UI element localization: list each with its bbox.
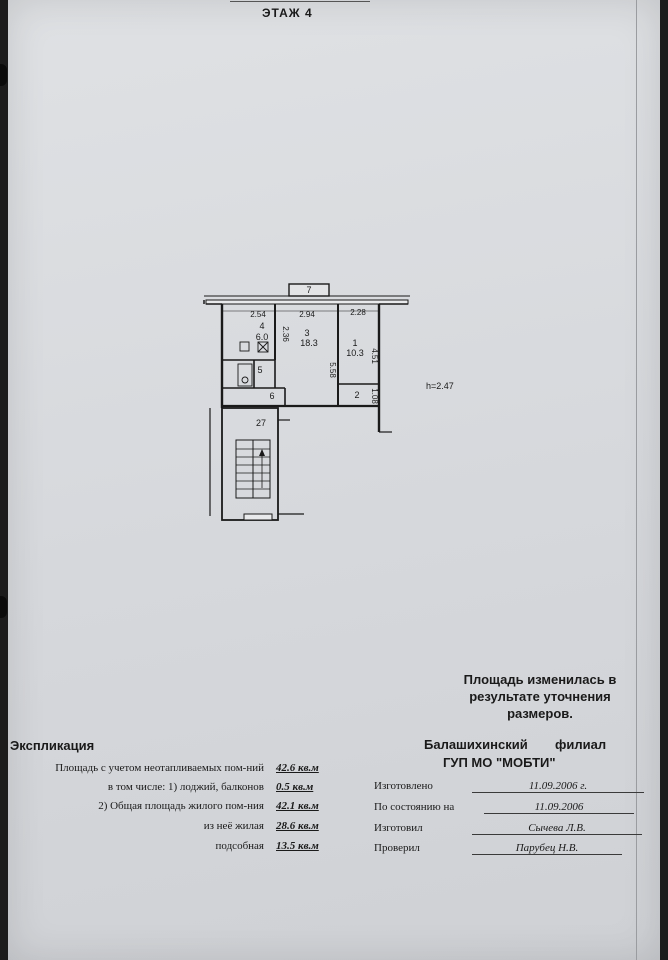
explication-row: [0, 762, 319, 780]
explication-label: из неё жилая: [203, 820, 264, 832]
explication-label: подсобная: [215, 840, 264, 852]
note-line: результате уточнения: [469, 689, 611, 704]
explication-row: [0, 800, 319, 818]
meta-label: Изготовил: [374, 822, 423, 834]
meta-value: Парубец Н.В.: [472, 842, 622, 855]
meta-value: 11.09.2006: [484, 801, 634, 814]
explication-label: 2) Общая площадь жилого пом-ния: [98, 800, 264, 812]
explication-row: [0, 781, 314, 799]
explication-value: 13.5 кв.м: [276, 840, 319, 852]
explication-label: в том числе: 1) лоджий, балконов: [107, 781, 264, 793]
meta-label: По состоянию на: [374, 801, 455, 813]
explication-title: Экспликация: [10, 738, 95, 753]
dimension-label: 1.08: [370, 388, 379, 404]
meta-label: Изготовлено: [374, 780, 433, 792]
stair-arrow-icon: [259, 449, 265, 456]
room-number: 3: [304, 328, 310, 338]
room-area: 10.3: [346, 348, 364, 358]
meta-row: [374, 822, 644, 840]
explication-value: 42.1 кв.м: [276, 800, 319, 812]
meta-row: [374, 801, 644, 819]
meta-value: 11.09.2006 г.: [472, 780, 644, 793]
dimension-label: 2.28: [350, 308, 366, 317]
meta-row: [374, 780, 644, 798]
note-line: размеров.: [507, 706, 573, 721]
explication-value: 28.6 кв.м: [276, 820, 319, 832]
area-change-note: [455, 671, 625, 722]
room-number: 4: [259, 321, 265, 331]
organization-name: ГУП МО "МОБТИ": [443, 755, 556, 770]
room-number: 6: [269, 391, 275, 401]
dimension-label: 5.58: [328, 362, 337, 378]
explication-value: 42.6 кв.м: [276, 762, 319, 774]
branch-name: Балашихинский: [424, 737, 528, 752]
ceiling-height: h=2.47: [426, 381, 454, 391]
meta-row: [374, 842, 644, 860]
explication-label: Площадь с учетом неотапливаемых пом-ний: [55, 762, 264, 774]
explication-value: 0.5 кв.м: [276, 781, 314, 793]
room-number: 1: [352, 338, 358, 348]
room-number: 2: [354, 390, 360, 400]
dimension-label: 4.51: [370, 348, 379, 364]
meta-label: Проверил: [374, 842, 420, 854]
branch-word: филиал: [555, 737, 607, 752]
explication-row: [0, 840, 319, 858]
room-area: 18.3: [300, 338, 318, 348]
dimension-label: 2.36: [281, 326, 290, 342]
dimension-label: 2.94: [299, 310, 315, 319]
dimension-label: 2.54: [250, 310, 266, 319]
room-number: 7: [306, 285, 312, 295]
room-number: 5: [257, 365, 263, 375]
floor-label: ЭТАЖ 4: [262, 6, 313, 20]
note-line: Площадь изменилась в: [463, 672, 617, 687]
room-number: 27: [255, 418, 267, 428]
room-area: 6.0: [255, 332, 269, 342]
meta-value: Сычева Л.В.: [472, 822, 642, 835]
explication-row: [0, 820, 319, 838]
